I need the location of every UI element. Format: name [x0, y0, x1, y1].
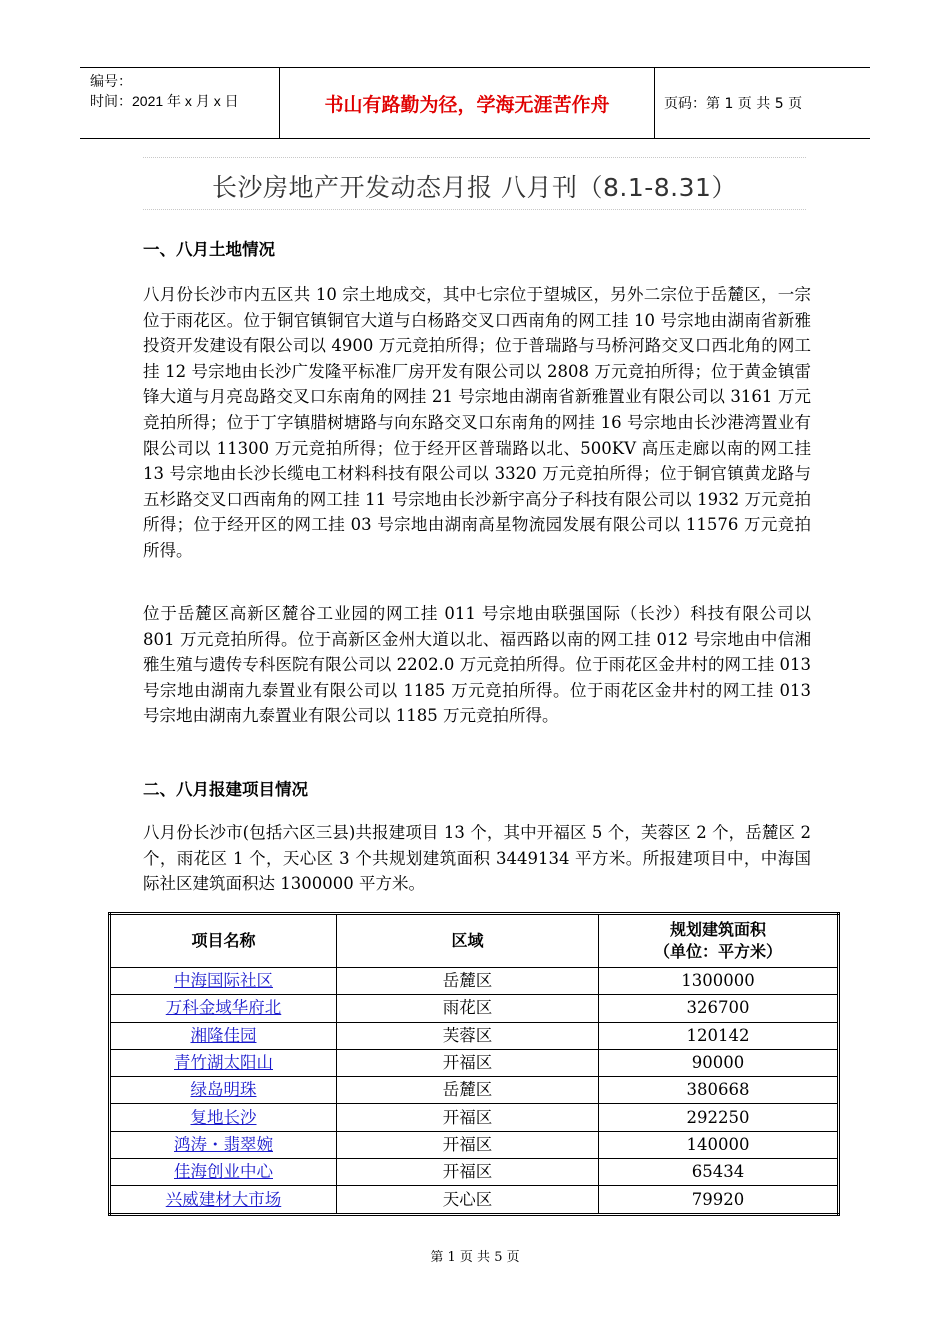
col-header-area-line2: （单位：平方米）: [653, 942, 782, 961]
table-row: [110, 1104, 839, 1131]
project-name-link[interactable]: 中海国际社区: [110, 968, 337, 995]
project-name-link[interactable]: 佳海创业中心: [110, 1159, 337, 1186]
project-district: 开福区: [337, 1049, 599, 1076]
project-name-link[interactable]: 青竹湖太阳山: [110, 1049, 337, 1076]
header-number: 编号：: [90, 73, 132, 89]
project-area: 326700: [599, 995, 839, 1022]
project-name-link[interactable]: 湘隆佳园: [110, 1022, 337, 1049]
project-district: 雨花区: [337, 995, 599, 1022]
table-row: [110, 1159, 839, 1186]
project-district: 开福区: [337, 1104, 599, 1131]
page-header: [80, 67, 870, 139]
project-table: [108, 912, 840, 1216]
table-row: [110, 1186, 839, 1214]
header-page-info: 页码：第 1 页 共 5 页: [664, 96, 803, 112]
col-header-area-line1: 规划建筑面积: [669, 920, 766, 939]
project-name-link[interactable]: 兴威建材大市场: [110, 1186, 337, 1214]
table-row: [110, 1077, 839, 1104]
project-area: 1300000: [599, 968, 839, 995]
section1-paragraph-1: 八月份长沙市内五区共 10 宗土地成交，其中七宗位于望城区，另外二宗位于岳麓区，一宗位于雨花区。位于铜官镇铜官大道与白杨路交叉口西南角的网工挂 10 号宗地由湖南省新雅投资开发建设有限公司以 4900 万元竞拍所得；位于普瑞路与马桥河路交叉口西北角的网工挂 12 号宗地由长沙广发隆平标准厂房开发有限公司以 2808 万元竞拍所得；位于黄金镇雷锋大道与月亮岛路交叉口东南角的网挂 21 号宗地由湖南省新雅置业有限公司以 3161 万元竞拍所得；位于丁字镇腊树塘路与向东路交叉口东南角的网挂 16 号宗地由长沙港湾置业有限公司以 11300 万元竞拍所得；位于经开区普瑞路以北、500KV 高压走廊以南的网工挂 13 号宗地由长沙长缆电工材料科技有限公司以 3320 万元竞拍所得；位于铜官镇黄龙路与五杉路交叉口西南角的网工挂 11 号宗地由长沙新宇高分子科技有限公司以 1932 万元竞拍所得；位于经开区的网工挂 03 号宗地由湖南高星物流园发展有限公司以 11576 万元竞拍所得。: [143, 285, 811, 560]
header-motto: 书山有路勤为径，学海无涯苦作舟: [280, 68, 655, 138]
section1-paragraph-2: 位于岳麓区高新区麓谷工业园的网工挂 011 号宗地由联强国际（长沙）科技有限公司以 801 万元竞拍所得。位于高新区金州大道以北、福西路以南的网工挂 012 号宗地由中信湘雅生殖与遗传专科医院有限公司以 2202.0 万元竞拍所得。位于雨花区金井村的网工挂 013 号宗地由湖南九泰置业有限公司以 1185 万元竞拍所得。位于雨花区金井村的网工挂 013 号宗地由湖南九泰置业有限公司以 1185 万元竞拍所得。: [143, 604, 811, 726]
project-district: 芙蓉区: [337, 1022, 599, 1049]
project-area: 79920: [599, 1186, 839, 1214]
project-district: 开福区: [337, 1131, 599, 1158]
title-divider-top: [143, 157, 806, 158]
project-district: 岳麓区: [337, 1077, 599, 1104]
section2-heading: 二、八月报建项目情况: [143, 780, 308, 799]
project-area: 380668: [599, 1077, 839, 1104]
project-area: 292250: [599, 1104, 839, 1131]
table-row: [110, 968, 839, 995]
page-footer: 第 1 页 共 5 页: [430, 1250, 520, 1265]
project-district: 天心区: [337, 1186, 599, 1214]
col-header-area: [599, 914, 839, 968]
title-divider-bottom: [143, 209, 806, 210]
project-area: 140000: [599, 1131, 839, 1158]
project-area: 90000: [599, 1049, 839, 1076]
header-time: 时间：2021 年 x 月 x 日: [90, 93, 239, 109]
col-header-name: 项目名称: [110, 914, 337, 968]
project-name-link[interactable]: 鸿涛・翡翠婉: [110, 1131, 337, 1158]
project-name-link[interactable]: 复地长沙: [110, 1104, 337, 1131]
project-area: 120142: [599, 1022, 839, 1049]
project-district: 岳麓区: [337, 968, 599, 995]
header-meta: [80, 68, 280, 138]
table-header-row: [110, 914, 839, 968]
col-header-district: 区域: [337, 914, 599, 968]
table-row: [110, 1049, 839, 1076]
table-row: [110, 995, 839, 1022]
project-name-link[interactable]: 万科金域华府北: [110, 995, 337, 1022]
page-title: 长沙房地产开发动态月报 八月刊（8.1-8.31）: [212, 173, 737, 202]
project-name-link[interactable]: 绿岛明珠: [110, 1077, 337, 1104]
table-row: [110, 1131, 839, 1158]
section2-paragraph: 八月份长沙市(包括六区三县)共报建项目 13 个，其中开福区 5 个，芙蓉区 2 个，岳麓区 2 个，雨花区 1 个，天心区 3 个共规划建筑面积 3449134 平方米。所报建项目中，中海国际社区建筑面积达 1300000 平方米。: [143, 823, 811, 894]
project-area: 65434: [599, 1159, 839, 1186]
section1-heading: 一、八月土地情况: [143, 240, 275, 259]
table-row: [110, 1022, 839, 1049]
project-district: 开福区: [337, 1159, 599, 1186]
